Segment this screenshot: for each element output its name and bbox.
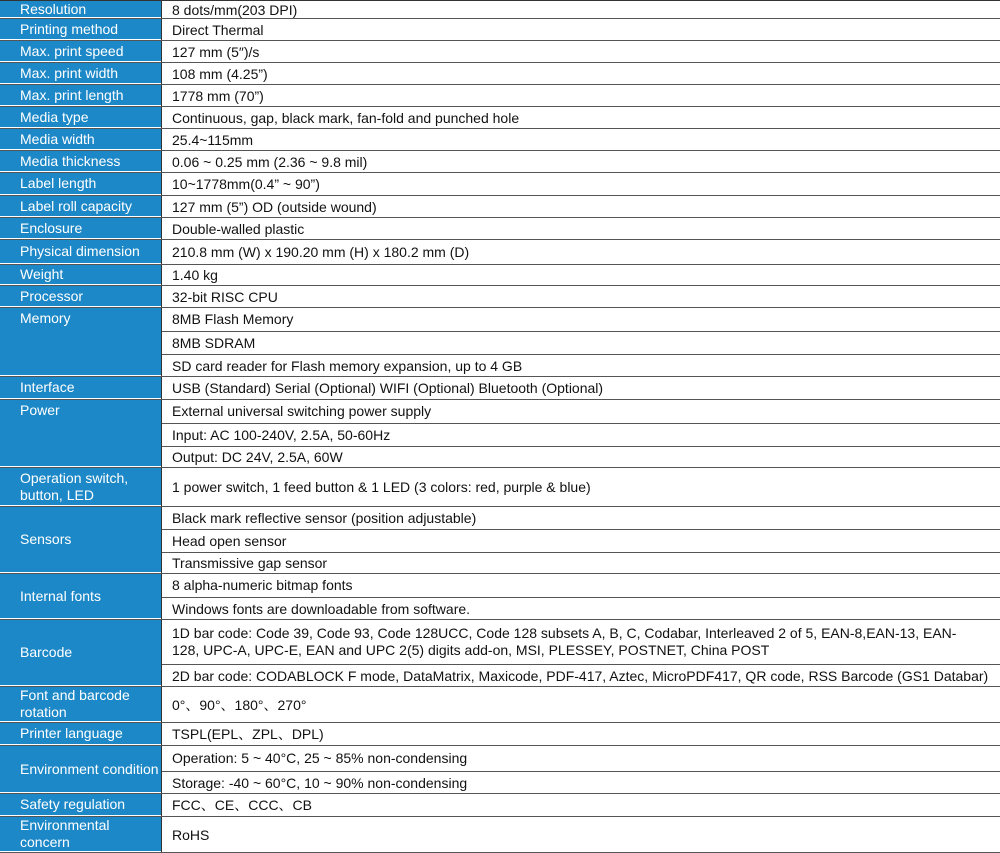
spec-label: Processor xyxy=(0,286,161,307)
spec-row xyxy=(0,308,1000,377)
spec-value-cell xyxy=(161,85,1000,106)
spec-label: Environmental concern xyxy=(0,817,161,852)
spec-label: Max. print length xyxy=(0,85,161,106)
spec-value-cell xyxy=(161,41,1000,62)
spec-value-cell xyxy=(161,687,1000,722)
spec-label: Printer language xyxy=(0,723,161,745)
spec-value: 210.8 mm (W) x 190.20 mm (H) x 180.2 mm (D) xyxy=(172,244,470,260)
spec-label: Physical dimension xyxy=(0,240,161,264)
spec-value: 127 mm (5”) OD (outside wound) xyxy=(172,198,377,215)
spec-value: 1778 mm (70”) xyxy=(172,87,264,104)
spec-value: Windows fonts are downloadable from software. xyxy=(162,597,1000,620)
spec-row xyxy=(0,400,1000,468)
spec-label: Resolution xyxy=(0,1,161,18)
spec-value-cell xyxy=(161,63,1000,84)
spec-value-cell xyxy=(161,173,1000,195)
spec-value-cell xyxy=(161,196,1000,217)
spec-label: Interface xyxy=(0,377,161,399)
spec-label: Label roll capacity xyxy=(0,196,161,217)
spec-row xyxy=(0,286,1000,308)
spec-value: 108 mm (4.25”) xyxy=(172,65,268,82)
spec-row xyxy=(0,218,1000,240)
spec-value: Direct Thermal xyxy=(172,21,264,38)
spec-value: Double-walled plastic xyxy=(172,220,305,237)
spec-row xyxy=(0,107,1000,129)
spec-value: 8MB Flash Memory xyxy=(172,311,294,327)
spec-value: Head open sensor xyxy=(162,529,1000,552)
spec-value: 8 dots/mm(203 DPI) xyxy=(172,1,298,18)
spec-label: Max. print width xyxy=(0,63,161,84)
spec-value-cell xyxy=(161,794,1000,816)
spec-value-cell xyxy=(161,218,1000,239)
spec-value-cell xyxy=(161,308,1000,376)
spec-label: Media thickness xyxy=(0,151,161,172)
spec-row xyxy=(0,196,1000,218)
spec-value-cell xyxy=(161,377,1000,399)
spec-value-cell xyxy=(161,468,1000,506)
spec-row xyxy=(0,687,1000,723)
spec-value-cell xyxy=(161,265,1000,285)
spec-value: 0.06 ~ 0.25 mm (2.36 ~ 9.8 mil) xyxy=(172,153,368,170)
spec-row xyxy=(0,377,1000,400)
spec-row xyxy=(0,85,1000,107)
spec-value-cell xyxy=(161,507,1000,573)
spec-row xyxy=(0,723,1000,746)
spec-value: 25.4~115mm xyxy=(172,131,254,148)
spec-value: TSPL(EPL、ZPL、DPL) xyxy=(172,726,324,742)
spec-row xyxy=(0,129,1000,151)
spec-row xyxy=(0,468,1000,507)
spec-row xyxy=(0,794,1000,817)
spec-row xyxy=(0,240,1000,265)
spec-value: USB (Standard) Serial (Optional) WIFI (Optional) Bluetooth (Optional) xyxy=(172,380,604,396)
spec-value: 127 mm (5″)/s xyxy=(172,43,260,60)
spec-value-cell xyxy=(161,19,1000,40)
spec-value: Storage: -40 ~ 60°C, 10 ~ 90% non-condensing xyxy=(162,771,1000,794)
spec-value: Transmissive gap sensor xyxy=(162,552,1000,574)
spec-label: Printing method xyxy=(0,19,161,40)
spec-row xyxy=(0,620,1000,687)
spec-label: Font and barcode rotation xyxy=(0,687,161,722)
spec-value: 1 power switch, 1 feed button & 1 LED (3 colors: red, purple & blue) xyxy=(172,479,591,495)
spec-value: 2D bar code: CODABLOCK F mode, DataMatrix, Maxicode, PDF-417, Aztec, MicroPDF417, QR code, RSS Barcode (GS1 Databar) xyxy=(162,664,1000,687)
spec-value-cell xyxy=(161,286,1000,307)
spec-label: Label length xyxy=(0,173,161,195)
spec-value: 1D bar code: Code 39, Code 93, Code 128UCC, Code 128 subsets A, B, C, Codabar, Interleaved 2 of 5, EAN-8,EAN-13, EAN-128, UPC-A, UPC-E, EAN and UPC 2(5) digits add-on, MSI, PLESSEY, POSTNET, China POST xyxy=(172,625,957,658)
spec-value-cell xyxy=(161,574,1000,619)
spec-value-cell xyxy=(161,151,1000,172)
spec-label: Operation switch, button, LED xyxy=(0,468,161,506)
spec-value: FCC、CE、CCC、CB xyxy=(172,797,312,813)
spec-row xyxy=(0,507,1000,574)
spec-label: Power xyxy=(0,400,161,467)
spec-value-cell xyxy=(161,107,1000,128)
spec-label: Enclosure xyxy=(0,218,161,239)
spec-label: Weight xyxy=(0,265,161,285)
spec-label: Memory xyxy=(0,308,161,376)
spec-value: Output: DC 24V, 2.5A, 60W xyxy=(162,446,1000,468)
spec-value: External universal switching power supply xyxy=(172,403,432,419)
spec-label: Media width xyxy=(0,129,161,150)
spec-label: Environment condition xyxy=(0,746,161,793)
spec-label: Media type xyxy=(0,107,161,128)
spec-row xyxy=(0,41,1000,63)
spec-label: Barcode xyxy=(0,620,161,686)
spec-label: Safety regulation xyxy=(0,794,161,816)
spec-value: 1.40 kg xyxy=(172,267,218,283)
spec-label: Sensors xyxy=(0,507,161,573)
spec-value: Input: AC 100-240V, 2.5A, 50-60Hz xyxy=(162,423,1000,446)
spec-row xyxy=(0,1,1000,19)
spec-value: Operation: 5 ~ 40°C, 25 ~ 85% non-condensing xyxy=(172,750,468,766)
spec-row xyxy=(0,19,1000,41)
spec-row xyxy=(0,173,1000,196)
spec-value: 10~1778mm(0.4” ~ 90”) xyxy=(172,176,320,192)
spec-value-cell xyxy=(161,1,1000,18)
spec-value-cell xyxy=(161,129,1000,150)
spec-value: 8 alpha-numeric bitmap fonts xyxy=(172,577,353,593)
spec-value: RoHS xyxy=(172,826,210,843)
spec-row xyxy=(0,817,1000,853)
spec-value: 32-bit RISC CPU xyxy=(172,288,278,305)
spec-value-cell xyxy=(161,817,1000,852)
spec-value-cell xyxy=(161,746,1000,793)
spec-row xyxy=(0,265,1000,286)
spec-value-cell xyxy=(161,620,1000,686)
spec-value: 8MB SDRAM xyxy=(162,331,1000,354)
spec-label: Internal fonts xyxy=(0,574,161,619)
spec-value-cell xyxy=(161,400,1000,467)
spec-value-cell xyxy=(161,723,1000,745)
spec-row xyxy=(0,574,1000,620)
spec-value-cell xyxy=(161,240,1000,264)
spec-value: 0°、90°、180°、270° xyxy=(172,696,307,713)
spec-label: Max. print speed xyxy=(0,41,161,62)
spec-row xyxy=(0,746,1000,794)
spec-row xyxy=(0,151,1000,173)
spec-row xyxy=(0,63,1000,85)
spec-value: Continuous, gap, black mark, fan-fold and punched hole xyxy=(172,109,520,126)
spec-value: SD card reader for Flash memory expansion, up to 4 GB xyxy=(162,354,1000,377)
spec-value: Black mark reflective sensor (position adjustable) xyxy=(172,509,477,526)
